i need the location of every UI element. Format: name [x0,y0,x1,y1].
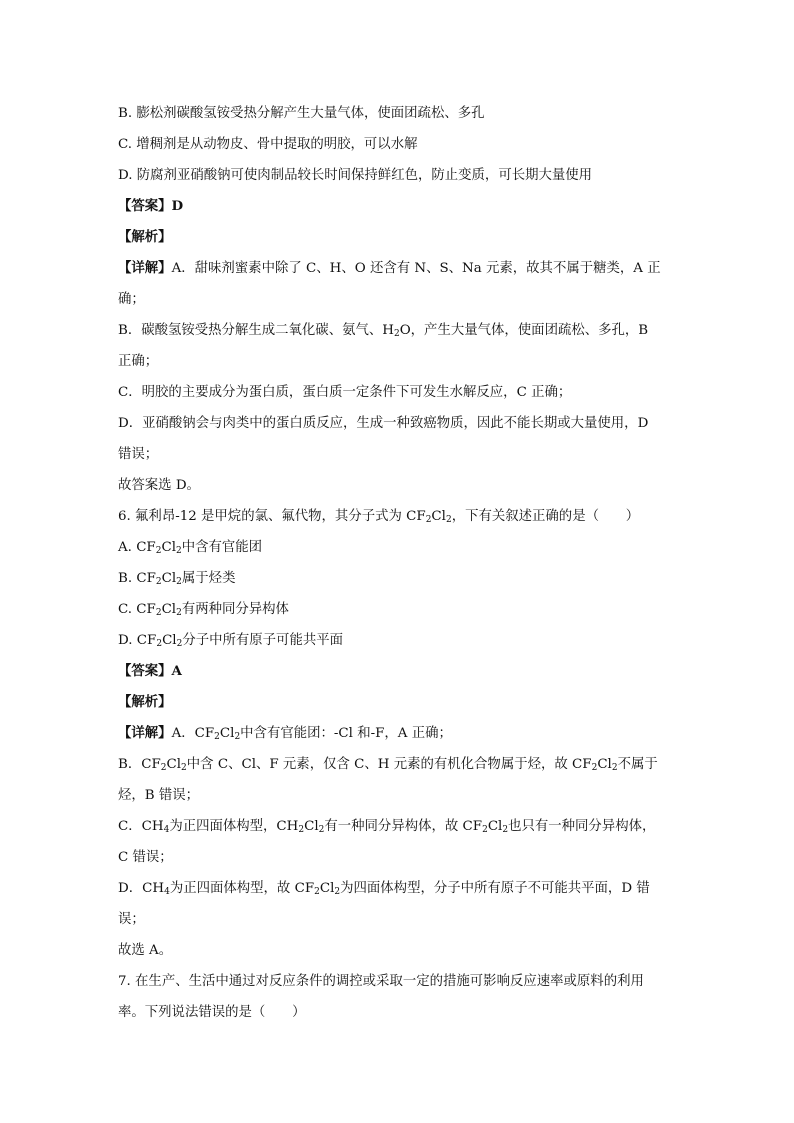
q6-detail-a: 【详解】A．$CF_2Cl_2$中含有官能团：-Cl 和-F，A 正确； [118,725,452,742]
q5-detail-a-line1: 【详解】A．甜味剂蜜素中除了 C、H、O 还含有 N、S、Na 元素，故其不属于糖类，A 正 [118,260,661,276]
q6-detail-b-line1: B．$CF_2Cl_2$中含 C、Cl、F 元素，仅含 C、H 元素的有机化合物属于烃，故 $CF_2Cl_2$不属于 [118,757,658,773]
q5-detail-d-line2: 错误； [118,447,159,462]
q6-detail-b-line2: 烃，B 错误； [118,788,200,803]
q6-option-a: A. $CF_2Cl_2$中含有官能团 [118,540,263,556]
q5-answer: 【答案】D [118,198,184,214]
q5-option-d: D. 防腐剂亚硝酸钠可使肉制品较长时间保持鲜红色，防止变质，可长期大量使用 [118,168,593,183]
q6-option-b: B. $CF_2Cl_2$属于烃类 [118,571,236,587]
q6-option-c: C. $CF_2Cl_2$有两种同分异构体 [118,602,289,618]
q5-analysis-label: 【解析】 [118,229,172,245]
q5-detail-c: C．明胶的主要成分为蛋白质，蛋白质一定条件下可发生水解反应，C 正确； [118,385,572,400]
detail-label: 【详解】 [118,260,172,276]
document-page [118,98,678,1028]
q7-stem-line1: 7. 在生产、生活中通过对反应条件的调控或采取一定的措施可影响反应速率或原料的利用 [118,974,644,989]
q6-detail-d-line1: D．$CH_4$为正四面体构型，故 $CF_2Cl_2$为四面体构型，分子中所有原子不可能共平面，D 错 [118,881,650,897]
q5-option-c: C. 增稠剂是从动物皮、骨中提取的明胶，可以水解 [118,137,418,152]
q6-conclusion: 故选 A。 [118,943,173,958]
detail-label: 【详解】 [118,725,172,741]
q7-stem-line2: 率。下列说法错误的是（ ） [118,1005,306,1020]
q5-detail-d-line1: D．亚硝酸钠会与肉类中的蛋白质反应，生成一种致癌物质，因此不能长期或大量使用，D [118,416,649,431]
q5-detail-a-line2: 确； [118,292,145,307]
q5-option-b: B. 膨松剂碳酸氢铵受热分解产生大量气体，使面团疏松、多孔 [118,106,485,121]
q5-detail-b-line2: 正确； [118,354,159,369]
q5-conclusion: 故答案选 D。 [118,478,200,493]
q6-answer: 【答案】A [118,663,182,679]
q6-option-d: D. $CF_2Cl_2$分子中所有原子可能共平面 [118,633,344,649]
q6-detail-c-line1: C．$CH_4$为正四面体构型，$CH_2Cl_2$有一种同分异构体，故 $CF_2Cl_2$也只有一种同分异构体， [118,819,656,835]
q6-stem: 6. 氟利昂-12 是甲烷的氯、氟代物，其分子式为 $CF_2Cl_2$，下有关叙述正确的是（ ） [118,509,640,525]
q5-detail-b-line1: B．碳酸氢铵受热分解生成二氧化碳、氨气、$H_2O$，产生大量气体，使面团疏松、多孔，B [118,323,649,339]
q6-detail-d-line2: 误； [118,912,145,927]
q6-analysis-label: 【解析】 [118,694,172,710]
q6-detail-c-line2: C 错误； [118,850,173,865]
